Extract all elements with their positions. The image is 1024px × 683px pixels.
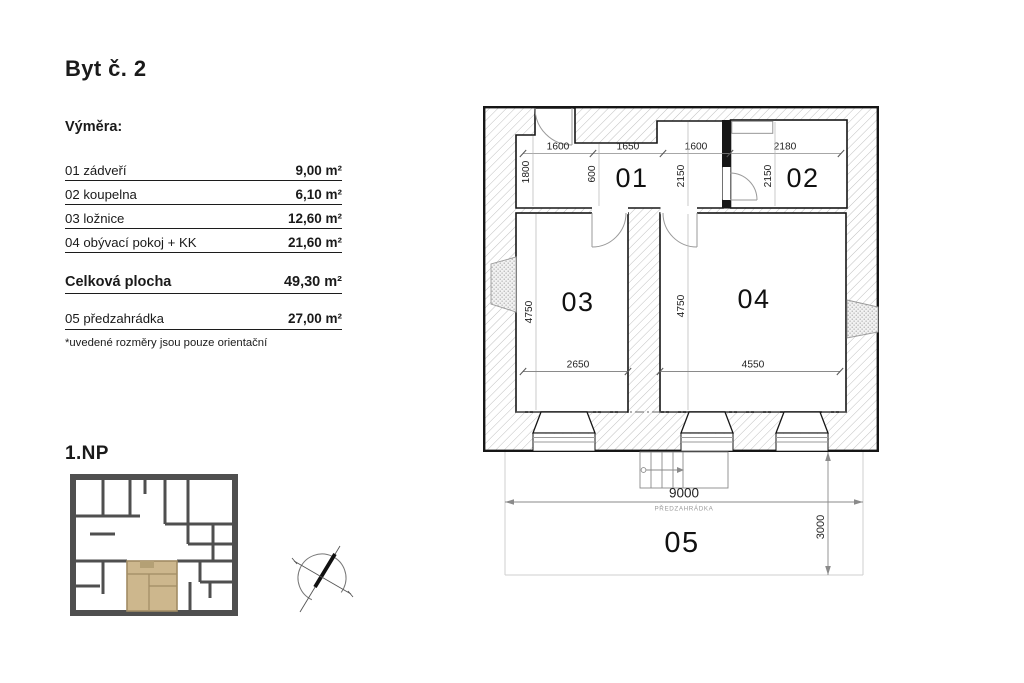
garden-value: 27,00 m²	[287, 311, 342, 326]
dim-top-3: 2180	[773, 141, 797, 153]
door-gap-03	[592, 207, 628, 215]
dim-top-2: 1600	[684, 141, 708, 153]
dim-1800: 1800	[521, 160, 532, 184]
north-arrow-icon	[285, 528, 375, 633]
room-02-label: 02	[786, 163, 820, 193]
table-row	[65, 205, 342, 229]
exterior-stairs	[640, 452, 728, 488]
dim-top-1: 1650	[616, 141, 640, 153]
left-wall-niche	[491, 257, 516, 312]
right-wall-niche	[847, 300, 878, 338]
total-label: Celková plocha	[65, 274, 172, 290]
floorplan-drawing	[483, 106, 879, 581]
dim-2150-b: 2150	[763, 164, 774, 188]
area-table	[65, 157, 342, 253]
garden-depth-dim	[815, 452, 831, 575]
room-label: 04 obývací pokoj + KK	[65, 235, 197, 250]
door-gap-02	[723, 167, 731, 200]
floor-label: 1.NP	[65, 443, 109, 464]
dim-600: 600	[587, 165, 598, 183]
dim-3000: 3000	[815, 514, 827, 540]
door-gap-04	[661, 207, 698, 215]
garden-label: 05 předzahrádka	[65, 311, 164, 326]
room-area: 6,10 m²	[295, 187, 342, 202]
total-row	[65, 274, 342, 294]
room-04-label: 04	[737, 284, 771, 314]
table-row	[65, 157, 342, 181]
garden-caption: PŘEDZAHRÁDKA	[654, 505, 714, 513]
garden-row	[65, 311, 342, 330]
room-05-label: 05	[664, 527, 700, 559]
room-area: 9,00 m²	[295, 163, 342, 178]
dim-top-0: 1600	[546, 141, 570, 153]
room-label: 02 koupelna	[65, 187, 137, 202]
dim-2150-a: 2150	[676, 164, 687, 188]
garden-width-dim	[505, 486, 863, 513]
wall-01-02	[722, 120, 731, 168]
room-area: 12,60 m²	[287, 211, 342, 226]
dim-2650: 2650	[566, 359, 590, 371]
room-label: 01 zádveří	[65, 163, 127, 178]
table-row	[65, 229, 342, 253]
room-label: 03 ložnice	[65, 211, 125, 226]
room-01-label: 01	[615, 163, 649, 193]
room-area: 21,60 m²	[287, 235, 342, 250]
dim-9000: 9000	[668, 485, 700, 501]
table-row	[65, 181, 342, 205]
bathroom-fixture	[732, 121, 773, 133]
total-value: 49,30 m²	[283, 274, 342, 290]
dim-4750-a: 4750	[524, 300, 535, 324]
dim-4750-b: 4750	[676, 294, 687, 318]
dim-4550: 4550	[741, 359, 765, 371]
footnote: *uvedené rozměry jsou pouze orientační	[65, 337, 268, 349]
page-title: Byt č. 2	[65, 56, 147, 81]
area-heading: Výměra:	[65, 119, 123, 135]
floorplan-minimap	[70, 474, 238, 619]
highlighted-unit-notch	[140, 561, 154, 568]
room-03-label: 03	[561, 287, 595, 317]
